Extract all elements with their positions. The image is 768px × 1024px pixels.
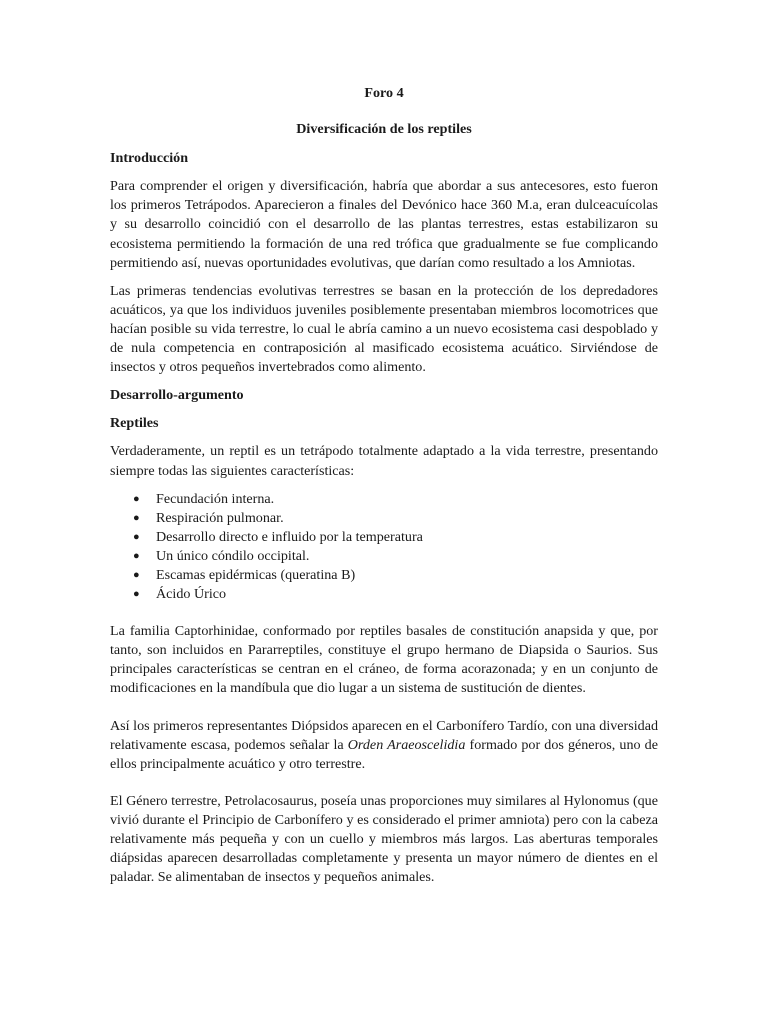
bullet-icon: ●: [133, 549, 140, 562]
list-item-text: Escamas epidérmicas (queratina B): [156, 566, 356, 583]
bullet-icon: ●: [133, 588, 140, 601]
diopsidos-text-end: formado por dos géneros, uno de ellos principalmente acuático y otro terrestre.: [110, 736, 658, 772]
reptiles-paragraph: Verdaderamente, un reptil es un tetrápodo totalmente adaptado a la vida terrestre, presentando siempre todas las siguientes características:: [110, 443, 658, 479]
list-item-text: Fecundación interna.: [156, 490, 275, 507]
list-item: [110, 509, 658, 528]
list-item: [110, 490, 658, 509]
diopsidos-text-start: Así los primeros representantes Diópsidos aparecen en el Carbonífero Tardío, con una diversidad relativamente escasa, podemos señalar la: [110, 717, 658, 753]
development-heading: Desarrollo-argumento: [110, 387, 244, 404]
bullet-icon: ●: [133, 492, 140, 505]
list-item-text: Un único cóndilo occipital.: [156, 547, 310, 564]
list-item-text: Ácido Úrico: [156, 586, 227, 603]
reptiles-heading: Reptiles: [110, 415, 159, 432]
bullet-icon: ●: [133, 530, 140, 543]
captorhinidae-paragraph: La familia Captorhinidae, conformado por reptiles basales de constitución anapsida y que, por tanto, son incluidos en Pararreptiles, constituye el grupo hermano de Diapsida o Saurios. Sus principales características se centran en el cráneo, de forma acorazonada; y en un conjunto de modificaciones en la mandíbula que dio lugar a un sistema de sustitución de dientes.: [110, 623, 658, 697]
diopsidos-paragraph: [110, 717, 658, 774]
bullet-icon: ●: [133, 568, 140, 581]
list-item-text: Respiración pulmonar.: [156, 509, 284, 526]
list-item: [110, 566, 658, 585]
document-page: [110, 84, 658, 896]
order-name: Orden Araeoscelidia: [347, 736, 466, 753]
genero-paragraph: El Género terrestre, Petrolacosaurus, poseía unas proporciones muy similares al Hylonomus (que vivió durante el Principio de Carbonífero y es considerado el primer amniota) pero con la cabeza relativamente más pequeña y con un cuello y miembros más largos. Las aberturas temporales diápsidas aparecen desarrolladas completamente y presenta un mayor número de dientes en el paladar. Se alimentaban de insectos y pequeños animales.: [110, 792, 658, 886]
list-item: [110, 528, 658, 547]
list-item: [110, 547, 658, 566]
intro-paragraph-1: Para comprender el origen y diversificación, habría que abordar a sus antecesores, esto fueron los primeros Tetrápodos. Aparecieron a finales del Devónico hace 360 M.a, eran dulceacuícolas y su desarrollo coincidió con el desarrollo de las plantas terrestres, estas estabilizaron su ecosistema permitiendo la formación de una red trófica que gradualmente se fue complicando permitiendo así, nuevas oportunidades evolutivas, que darían como resultado a los Amniotas.: [110, 178, 658, 271]
document-title: Foro 4: [364, 85, 404, 101]
intro-heading: Introducción: [110, 150, 189, 167]
document-subtitle: Diversificación de los reptiles: [296, 121, 472, 138]
bullet-icon: ●: [133, 511, 140, 524]
list-item-text: Desarrollo directo e influido por la temperatura: [156, 528, 423, 545]
list-item: [110, 585, 658, 604]
intro-paragraph-2: Las primeras tendencias evolutivas terrestres se basan en la protección de los depredadores acuáticos, ya que los individuos juveniles posiblemente presentaban miembros locomotrices que hacían posible su vida terrestre, lo cual le abría camino a un nuevo ecosistema casi despoblado y de nula competencia en contraposición al masificado ecosistema acuático. Sirviéndose de insectos y otros pequeños invertebrados como alimento.: [110, 282, 658, 376]
features-list: [110, 490, 658, 605]
